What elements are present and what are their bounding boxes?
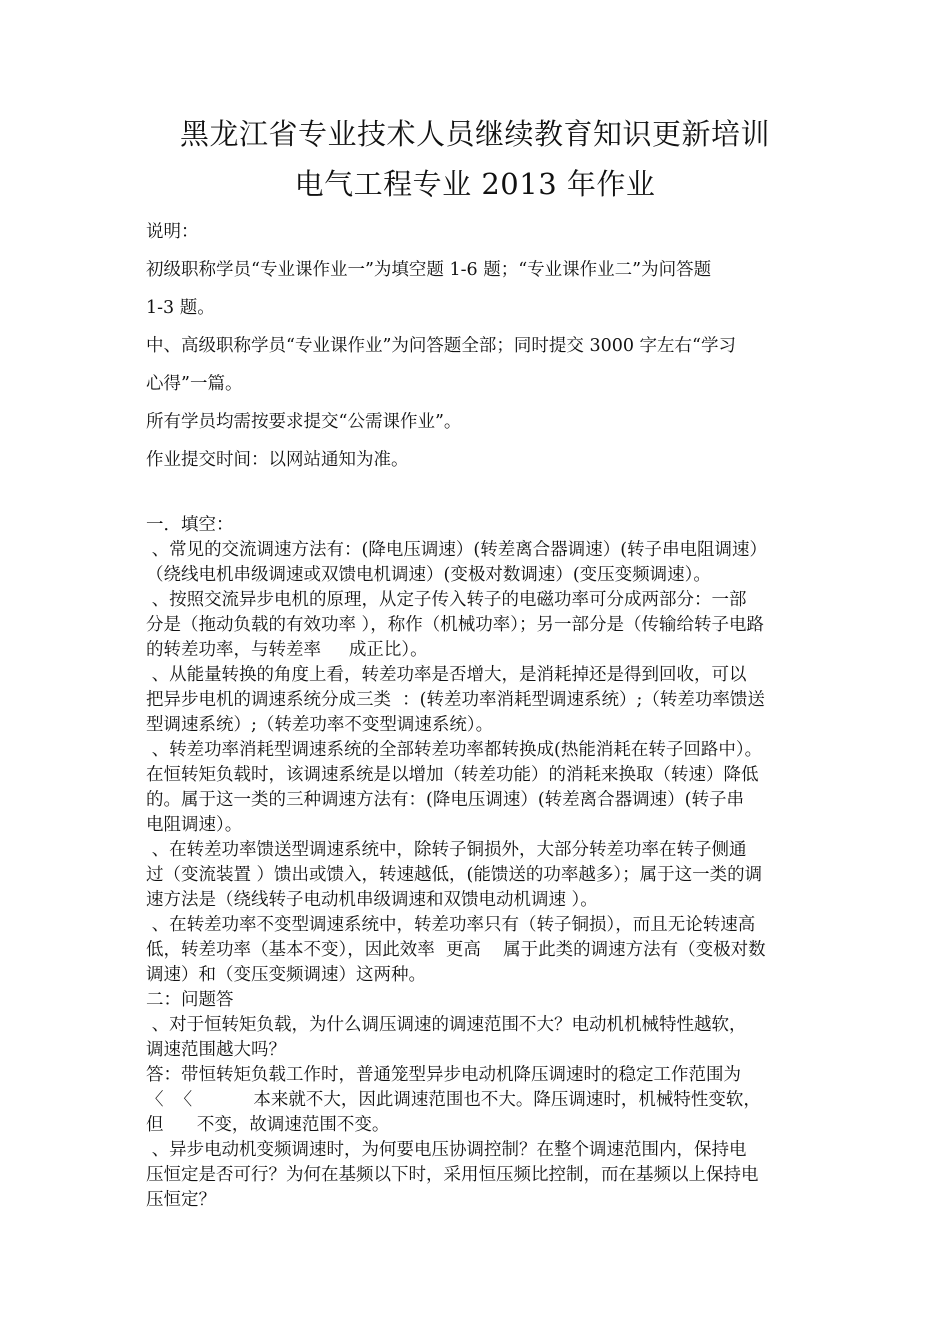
- fill-blank-line: 低，转差功率（基本不变），因此效率 更高 属于此类的调速方法有（变极对数: [146, 940, 766, 960]
- fill-blank-line: 、在转差功率不变型调速系统中，转差功率只有（转子铜损），而且无论转速高: [146, 915, 756, 935]
- fill-blank-section: [146, 513, 814, 988]
- fill-blank-line: 把异步电机的调速系统分成三类 ：(转差功率消耗型调速系统）;（转差功率馈送: [146, 690, 765, 710]
- qa-lines: [146, 1013, 814, 1213]
- fill-blank-line: 、转差功率消耗型调速系统的全部转差功率都转换成(热能消耗在转子回路中）。: [146, 740, 763, 760]
- qa-line: 、异步电动机变频调速时，为何要电压协调控制？在整个调速范围内，保持电: [146, 1140, 747, 1160]
- instructions-line1b: 1-3 题。: [146, 298, 215, 318]
- qa-section: [146, 988, 814, 1213]
- fill-blank-line: （绕线电机串级调速或双馈电机调速）(变极对数调速）(变压变频调速）。: [146, 565, 711, 585]
- qa-heading: 二：问题答: [146, 990, 234, 1010]
- qa-line: 〈 〈 本来就不大，因此调速范围也不大。降压调速时，机械特性变软，: [146, 1090, 761, 1110]
- fill-blank-line: 、在转差功率馈送型调速系统中，除转子铜损外，大部分转差功率在转子侧通: [146, 840, 747, 860]
- fill-blank-line: 的。属于这一类的三种调速方法有：(降电压调速）(转差离合器调速）(转子串: [146, 790, 744, 810]
- instructions-line4: 作业提交时间：以网站通知为准。: [146, 450, 409, 470]
- instructions-line1a: 初级职称学员“专业课作业一”为填空题 1-6 题；“专业课作业二”为问答题: [146, 260, 712, 280]
- instructions-line3: 所有学员均需按要求提交“公需课作业”。: [146, 412, 462, 432]
- fill-blank-line: 、按照交流异步电机的原理，从定子传入转子的电磁功率可分成两部分：一部: [146, 590, 747, 610]
- instructions-heading: 说明：: [146, 222, 199, 242]
- fill-blank-line: 速方法是（绕线转子电动机串级调速和双馈电动机调速 ）。: [146, 890, 598, 910]
- fill-blank-line: 电阻调速）。: [146, 815, 243, 835]
- qa-line: 压恒定是否可行？为何在基频以下时，采用恒压频比控制，而在基频以上保持电: [146, 1165, 759, 1185]
- qa-line: 、对于恒转矩负载，为什么调压调速的调速范围不大？电动机机械特性越软，: [146, 1015, 747, 1035]
- instructions-line2a: 中、高级职称学员“专业课作业”为问答题全部；同时提交 3000 字左右“学习: [146, 336, 736, 356]
- qa-line: 调速范围越大吗？: [146, 1040, 286, 1060]
- qa-line: 压恒定？: [146, 1190, 216, 1210]
- document-title-line1: 黑龙江省专业技术人员继续教育知识更新培训: [179, 117, 770, 151]
- fill-blank-line: 型调速系统）;（转差功率不变型调速系统）。: [146, 715, 494, 735]
- fill-blank-lines: [146, 538, 814, 988]
- fill-blank-line: 、常见的交流调速方法有：(降电压调速）(转差离合器调速）(转子串电阻调速）: [146, 540, 768, 560]
- fill-blank-line: 分是（拖动负载的有效功率 ），称作（机械功率）；另一部分是（传输给转子电路: [146, 615, 765, 635]
- instructions-block: [146, 213, 816, 479]
- fill-blank-heading: 一．填空：: [146, 515, 234, 535]
- instructions-line2b: 心得”一篇。: [146, 374, 243, 394]
- fill-blank-line: 的转差功率，与转差率 成正比）。: [146, 640, 428, 660]
- fill-blank-line: 过（变流装置 ）馈出或馈入，转速越低，(能馈送的功率越多）；属于这一类的调: [146, 865, 763, 885]
- fill-blank-line: 调速）和（变压变频调速）这两种。: [146, 965, 426, 985]
- qa-line: 但 不变，故调速范围不变。: [146, 1115, 390, 1135]
- document-title-line2: 电气工程专业 2013 年作业: [294, 167, 656, 201]
- fill-blank-line: 在恒转矩负载时，该调速系统是以增加（转差功能）的消耗来换取（转速）降低: [146, 765, 759, 785]
- qa-line: 答：带恒转矩负载工作时，普通笼型异步电动机降压调速时的稳定工作范围为: [146, 1065, 741, 1085]
- fill-blank-line: 、从能量转换的角度上看，转差功率是否增大，是消耗掉还是得到回收，可以: [146, 665, 747, 685]
